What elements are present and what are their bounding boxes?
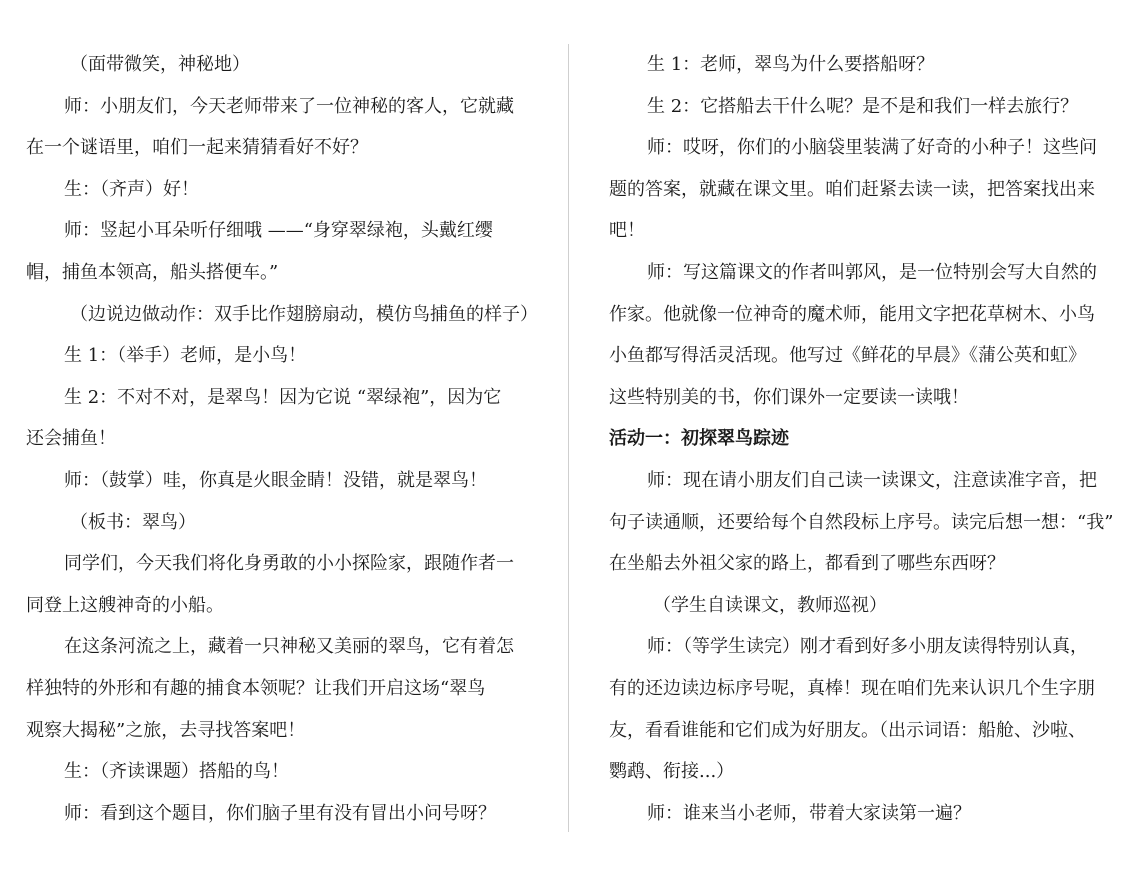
paragraph-line: 句子读通顺，还要给每个自然段标上序号。读完后想一想：“我”	[609, 511, 1114, 533]
paragraph-line: 观察大揭秘”之旅，去寻找答案吧！	[26, 719, 306, 741]
left-column	[26, 44, 538, 834]
paragraph-line: 小鱼都写得活灵活现。他写过《鲜花的早晨》《蒲公英和虹》	[609, 345, 1086, 367]
paragraph-line: 师：小朋友们，今天老师带来了一位神秘的客人，它就藏	[64, 95, 514, 117]
paragraph-line: 鹦鹉、衔接...）	[609, 761, 735, 783]
paragraph-line: 生 1：老师，翠鸟为什么要搭船呀？	[647, 54, 935, 75]
paragraph-line: 师：现在请小朋友们自己读一读课文，注意读准字音，把	[647, 469, 1097, 491]
paragraph-line: 吧！	[609, 220, 645, 242]
paragraph-line: 生 2：不对不对，是翠鸟！因为它说 “翠绿袍”，因为它	[64, 386, 502, 408]
paragraph-line: 帽，捕鱼本领高，船头搭便车。”	[26, 261, 279, 283]
paragraph-line: 作家。他就像一位神奇的魔术师，能用文字把花草树木、小鸟	[609, 303, 1095, 325]
paragraph-line: 有的还边读边标序号呢，真棒！现在咱们先来认识几个生字朋	[609, 677, 1095, 699]
paragraph-line: 生：（齐读课题）搭船的鸟！	[64, 761, 289, 783]
paragraph-line: 师：看到这个题目，你们脑子里有没有冒出小问号呀？	[64, 802, 496, 824]
right-column	[609, 44, 1121, 834]
paragraph-line: 这些特别美的书，你们课外一定要读一读哦！	[609, 386, 969, 408]
paragraph-line: 生 1：（举手）老师，是小鸟！	[64, 345, 307, 367]
paragraph-line: 师：（等学生读完）刚才看到好多小朋友读得特别认真，	[647, 636, 1088, 658]
paragraph-line: 友，看看谁能和它们成为好朋友。（出示词语：船舱、沙啦、	[609, 719, 1086, 741]
paragraph-line: 在这条河流之上，藏着一只神秘又美丽的翠鸟，它有着怎	[64, 636, 514, 658]
paragraph-line: 师：竖起小耳朵听仔细哦 ——“身穿翠绿袍，头戴红缨	[64, 220, 493, 242]
paragraph-line: 题的答案，就藏在课文里。咱们赶紧去读一读，把答案找出来	[609, 178, 1095, 200]
column-divider	[568, 44, 569, 832]
paragraph-line: 师：（鼓掌）哇，你真是火眼金睛！没错，就是翠鸟！	[64, 469, 487, 491]
stage-direction: （面带微笑，神秘地）	[70, 54, 250, 75]
stage-direction: （学生自读课文，教师巡视）	[653, 594, 887, 616]
paragraph-line: 师：写这篇课文的作者叫郭风，是一位特别会写大自然的	[647, 261, 1097, 283]
paragraph-line: 生：（齐声）好！	[64, 178, 199, 200]
paragraph-line: 师：哎呀，你们的小脑袋里装满了好奇的小种子！这些问	[647, 137, 1097, 159]
paragraph-line: 同登上这艘神奇的小船。	[26, 594, 224, 616]
section-heading: 活动一：初探翠鸟踪迹	[609, 428, 789, 450]
paragraph-line: 在坐船去外祖父家的路上，都看到了哪些东西呀？	[609, 553, 1005, 575]
stage-direction: （边说边做动作：双手比作翅膀扇动，模仿鸟捕鱼的样子）	[70, 303, 538, 325]
paragraph-line: 在一个谜语里，咱们一起来猜猜看好不好？	[26, 137, 368, 159]
paragraph-line: 样独特的外形和有趣的捕食本领呢？让我们开启这场“翠鸟	[26, 677, 486, 699]
paragraph-line: 还会捕鱼！	[26, 428, 116, 450]
paragraph-line: 生 2：它搭船去干什么呢？是不是和我们一样去旅行？	[647, 95, 1079, 117]
paragraph-line: 同学们，今天我们将化身勇敢的小小探险家，跟随作者一	[64, 553, 514, 575]
paragraph-line: 师：谁来当小老师，带着大家读第一遍？	[647, 802, 971, 824]
stage-direction: （板书：翠鸟）	[70, 511, 196, 533]
